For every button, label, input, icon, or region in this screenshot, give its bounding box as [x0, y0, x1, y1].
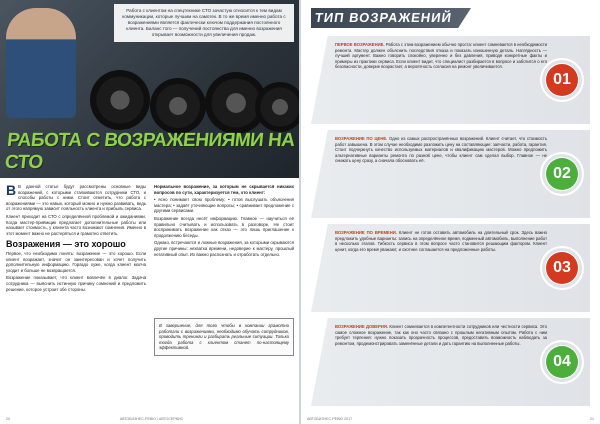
block-number: 02: [542, 154, 582, 194]
paragraph: В В данной статье будут рассмотрены основные виды возражений, с которыми сталкиваются сотрудники СТО, и способы работы с ними. Стоит отметить, что работа с возражениями — это навык, который можно и нужно развивать, ведь от этого напрямую зависит лояльность клиента и прибыль сервиса.: [6, 182, 146, 212]
left-page: [0, 0, 299, 424]
intro-text: Работа с клиентом на спецтехнике СТО зачастую относится к тем видам коммуникации, которые лучшим на самотек. В то же время именно работа с возражениями является фактически ключом поддержания постоянного клиента. Баланс того — получений постоянства для именно возражения открывает возможности для увеличения продаж.: [114, 4, 294, 42]
bullet-list: • ясно понимает свою проблему; • готов выслушать объяснения мастера; • задаёт уточняющие вопросы; • сравнивает предложение с другими сервисами.: [154, 197, 294, 214]
block-text: ВОЗРАЖЕНИЕ ПО ВРЕМЕНИ. Клиент не готов оставить автомобиль на длительный срок. Здесь важно предложить удобные варианты: запись на определённое время, подменный автомобиль, выполнение работ в несколько этапов. Гибкость сервиса в этом вопросе часто становится решающим фактором. Клиент ценит, когда его время уважают, и охотнее соглашается на предложенные работы.: [335, 230, 547, 252]
objection-block-3: [311, 224, 590, 312]
paragraph: Однако, встречаются и ложные возражения, за которыми скрываются другие причины: нехватка времени, недоверие к мастеру, прошлый негативный опыт. Их важно распознать и отработать отдельно.: [154, 240, 294, 257]
drop-cap: В: [6, 182, 17, 198]
block-number: 01: [542, 60, 582, 100]
right-footer: [307, 417, 594, 421]
left-column-2: [154, 184, 294, 259]
paragraph: Возражение показывает, что клиент вовлечён в диалог. Задача сотрудника — выяснить истинную причину сомнений и предложить решение, которое устроит обе стороны.: [6, 275, 146, 292]
callout-box: В завершение, для того чтобы в компании грамотно работали с возражениями, необходимо обучать сотрудников, проводить тренинги и разбирать реальные ситуации. Только тогда работа с клиентом станет по-настоящему эффективной.: [154, 318, 294, 356]
mechanic-figure: [6, 8, 76, 118]
left-column-1: [6, 184, 146, 294]
left-footer: [6, 417, 293, 421]
objection-block-2: [311, 130, 590, 218]
section-title: ТИП ВОЗРАЖЕНИЙ: [313, 10, 454, 25]
article-title: РАБОТА С ВОЗРАЖЕНИЯМИ НА СТО: [3, 130, 296, 173]
objection-block-4: [311, 318, 590, 406]
tire-graphic: [90, 70, 150, 130]
block-text: ПЕРВОЕ ВОЗРАЖЕНИЕ. Работа с этим возражением обычно проста: клиент сомневается в необходимости ремонта. Мастер должен объяснить последствия отказа и показать изношенную деталь. Наглядность — лучший аргумент. Важно говорить спокойно, уверенно и без давления, приводя конкретные факты и примеры из практики сервиса. Если клиент видит, что специалист разбирается в вопросе и заботится о его безопасности, доверие возрастает, а вероятность согласия на ремонт увеличивается.: [335, 42, 548, 69]
block-text: ВОЗРАЖЕНИЕ ПО ЦЕНЕ. Одно из самых распространённых возражений. Клиент считает, что стоимость работ завышена. В этом случае необходимо разложить цену на составляющие: запчасти, работа, гарантия. Стоит подчеркнуть качество используемых материалов и квалификацию мастеров. Можно предложить альтернативные варианты ремонта по разной цене, чтобы клиент сам сделал выбор. Главное — не снижать цену сразу, а сначала обосновать её.: [335, 136, 547, 163]
section-heading: Возражения — это хорошо: [6, 239, 126, 250]
page-number: 21: [590, 417, 594, 421]
paragraph: Клиент приходит на СТО с определённой проблемой и ожиданиями. Когда мастер-приёмщик предлагает дополнительные работы или называет стоимость, у клиента часто возникают сомнения. Именно в этот момент важно не растеряться и грамотно ответить.: [6, 213, 146, 236]
block-number: 04: [542, 342, 582, 382]
tire-graphic: [150, 78, 206, 134]
objection-block-1: [311, 36, 590, 124]
paragraph: Первое, что необходимо понять: возражение — это хорошо. Если клиент возражает, значит он заинтересован и хочет получить дополнительную информацию. Гораздо хуже, когда клиент молча уходит и больше не возвращается.: [6, 250, 146, 273]
right-page: [301, 0, 600, 424]
tire-graphic: [255, 82, 299, 132]
footer-text: АВТОБИЗНЕС-РЕВЮ / АВТОСЕРВИС: [119, 417, 184, 421]
block-text: ВОЗРАЖЕНИЕ ДОВЕРИЯ. Клиент сомневается в компетентности сотрудников или честности сервиса. Это самое сложное возражение, так как оно часто связано с прошлым негативным опытом. Работа с ним требует терпения: нужно показать прозрачность процессов, предоставить возможность наблюдать за ремонтом, продемонстрировать заменённые детали и дать гарантию на выполненные работы.: [335, 324, 547, 346]
page-number: 20: [6, 417, 10, 421]
block-number: 03: [542, 248, 582, 288]
footer-text: АВТОБИЗНЕС-РЕВЮ 2017: [307, 417, 353, 421]
paragraph: Нормальное возражение, за которым не скрывается никаких вопросов по сути, характеризуется тем, что клиент:: [154, 184, 294, 195]
hero-image: [0, 0, 299, 178]
paragraph: Возражение всегда несёт информацию. Главное — научиться её правильно считывать и использовать в разговоре. Не стоит воспринимать возражение как отказ — это лишь приглашение к продолжению беседы.: [154, 215, 294, 238]
